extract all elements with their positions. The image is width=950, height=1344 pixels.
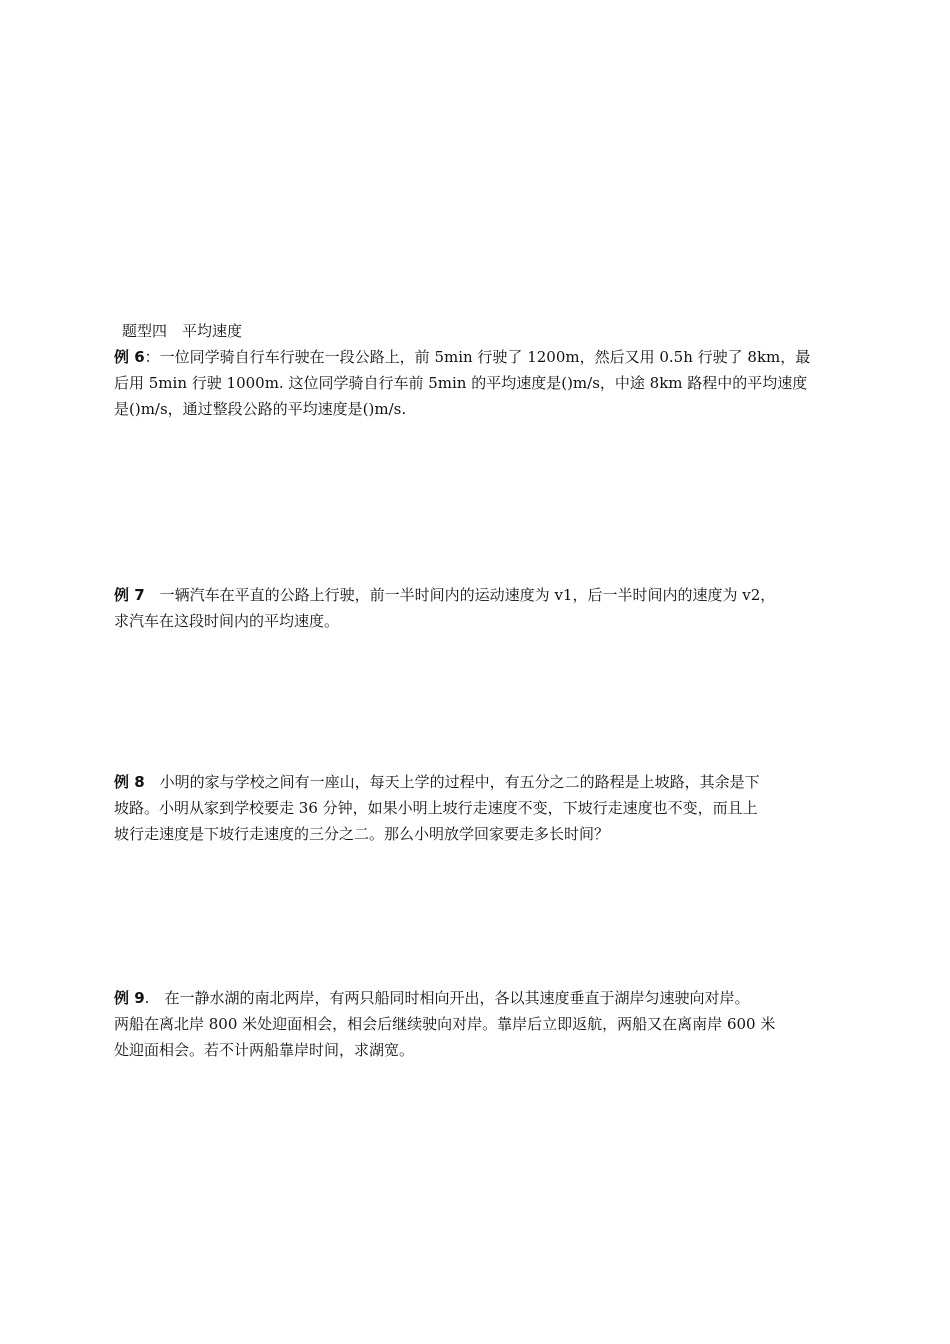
example-6-label: 例 6 — [114, 348, 145, 366]
example-6-text-1: ：一位同学骑自行车行驶在一段公路上，前 5min 行驶了 1200m，然后又用 0.5h 行驶了 8km，最 — [144, 348, 811, 366]
example-6-line-3: 是()m/s，通过整段公路的平均速度是()m/s. — [114, 400, 407, 418]
example-8-line-2: 坡路。小明从家到学校要走 36 分钟，如果小明上坡行走速度不变，下坡行走速度也不变，而且上 — [114, 799, 758, 817]
example-8 — [114, 769, 836, 847]
example-7 — [114, 582, 836, 634]
example-9 — [114, 985, 836, 1063]
example-9-line-3: 处迎面相会。若不计两船靠岸时间，求湖宽。 — [114, 1041, 415, 1059]
example-7-text-1: 一辆汽车在平直的公路上行驶，前一半时间内的运动速度为 v1，后一半时间内的速度为 v2， — [144, 586, 776, 604]
example-7-line-2: 求汽车在这段时间内的平均速度。 — [114, 612, 340, 630]
example-9-label: 例 9 — [114, 989, 145, 1007]
example-9-line-2: 两船在离北岸 800 米处迎面相会，相会后继续驶向对岸。靠岸后立即返航，两船又在离南岸 600 米 — [114, 1015, 776, 1033]
example-8-line-3: 坡行走速度是下坡行走速度的三分之二。那么小明放学回家要走多长时间？ — [114, 825, 610, 843]
example-8-text-1: 小明的家与学校之间有一座山，每天上学的过程中，有五分之二的路程是上坡路，其余是下 — [144, 773, 760, 791]
example-7-line-1 — [114, 582, 836, 608]
example-8-label: 例 8 — [114, 773, 145, 791]
example-9-text-1: . 在一静水湖的南北两岸，有两只船同时相向开出，各以其速度垂直于湖岸匀速驶向对岸。 — [144, 989, 750, 1007]
example-9-line-1 — [114, 985, 836, 1011]
example-8-line-1 — [114, 769, 836, 795]
example-6 — [114, 344, 836, 422]
example-7-label: 例 7 — [114, 586, 145, 604]
example-6-line-2: 后用 5min 行驶 1000m. 这位同学骑自行车前 5min 的平均速度是()m/s，中途 8km 路程中的平均速度 — [114, 374, 808, 392]
section-heading: 题型四 平均速度 — [122, 322, 243, 340]
example-6-line-1 — [114, 344, 836, 370]
